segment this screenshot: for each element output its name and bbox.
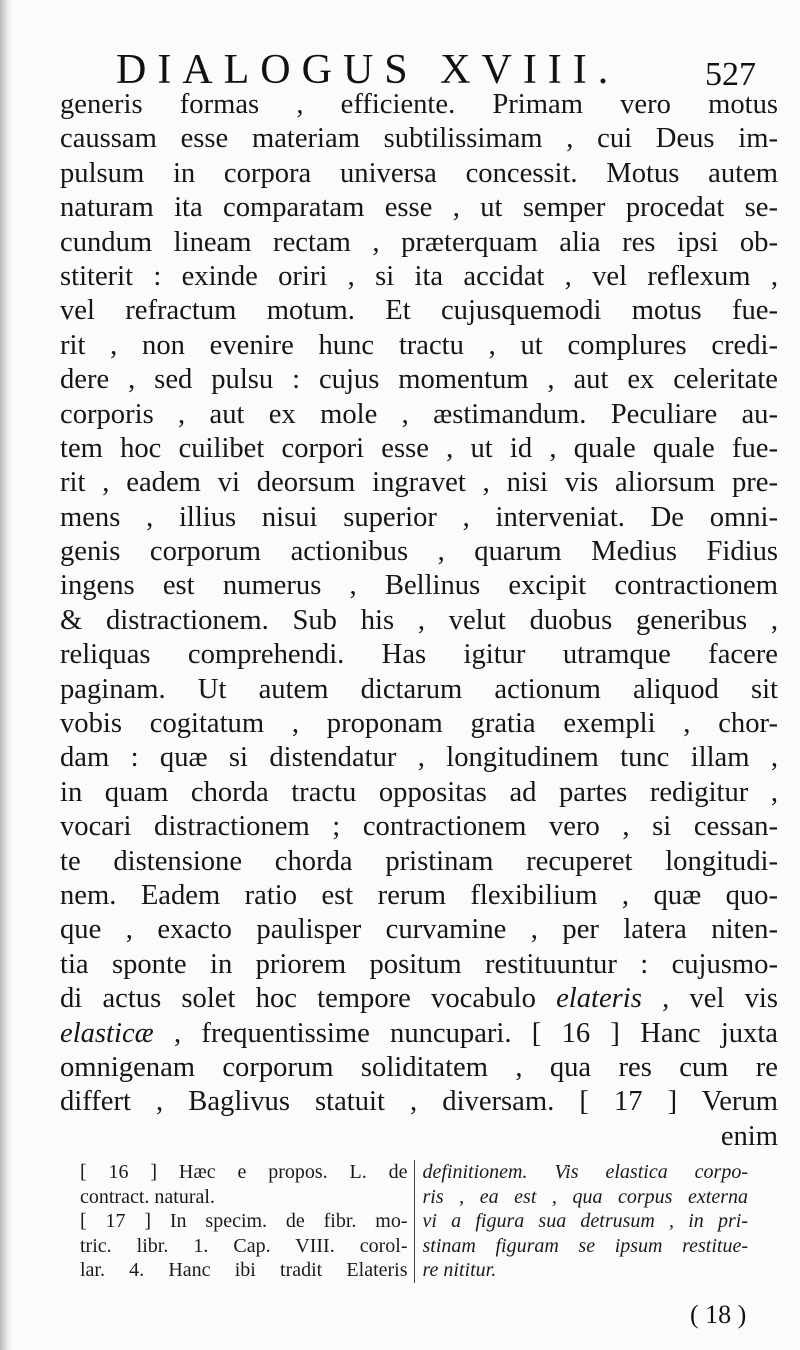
footnote-line: [ 16 ] Hæc e propos. L. de [80, 1161, 408, 1183]
text-line: dere , sed pulsu : cujus momentum , aut ex celeritate [60, 364, 778, 396]
footnote-line: re nititur. [422, 1259, 497, 1281]
text-line: ingens est numerus , Bellinus excipit contractionem [60, 570, 778, 602]
footnote-line: lar. 4. Hanc ibi tradit Elateris [80, 1259, 408, 1281]
text-line: te distensione chorda pristinam recuperet longitudi- [60, 845, 778, 877]
footnotes [80, 1160, 748, 1283]
text-line: paginam. Ut autem dictarum actionum aliquod sit [60, 673, 778, 705]
footnote-line: contract. natural. [80, 1185, 215, 1208]
text-segment: di actus solet hoc tempore vocabulo [60, 983, 536, 1015]
text-segment: , vel vis [662, 983, 778, 1015]
text-line: cundum lineam rectam , præterquam alia res ipsi ob- [60, 226, 778, 258]
text-line: tia sponte in priorem positum restituuntur : cujusmo- [60, 948, 778, 980]
footnotes-right-column [415, 1160, 749, 1283]
page-edge-shadow [0, 0, 14, 1350]
text-line: omnigenam corporum soliditatem , qua res cum re [60, 1051, 778, 1083]
text-line: generis formas , efficiente. Primam vero motus [60, 89, 778, 120]
signature-mark: ( 18 ) [690, 1300, 747, 1329]
footnote-line: tric. libr. 1. Cap. VIII. corol- [80, 1234, 408, 1257]
footnote-line: definitionem. Vis elastica corpo- [422, 1161, 748, 1183]
text-line: vel refractum motum. Et cujusquemodi motus fue- [60, 295, 778, 327]
page-number: 527 [705, 56, 756, 93]
main-text [60, 88, 778, 1154]
text-line: & distractionem. Sub his , velut duobus generibus , [60, 604, 778, 636]
text-line: mens , illius nisui superior , interveniat. De omni- [60, 501, 778, 533]
text-line: naturam ita comparatam esse , ut semper procedat se- [60, 192, 778, 224]
text-line: rit , non evenire hunc tractu , ut complures credi- [60, 329, 778, 361]
text-line: vocari distractionem ; contractionem vero , si cessan- [60, 811, 778, 843]
catchword: enim [720, 1120, 778, 1152]
text-line-mixed [60, 1017, 778, 1051]
footnote-line: vi a figura sua detrusum , in pri- [422, 1210, 748, 1232]
text-line: caussam esse materiam subtilissimam , cui Deus im- [60, 123, 778, 155]
footnote-line: ris , ea est , qua corpus externa [422, 1185, 748, 1208]
text-line: pulsum in corpora universa concessit. Motus autem [60, 157, 778, 189]
footnotes-left-column [80, 1160, 415, 1283]
text-line-mixed [60, 982, 778, 1016]
text-line: stiterit : exinde oriri , si ita accidat , vel reflexum , [60, 260, 778, 292]
footnote-line: [ 17 ] In specim. de fibr. mo- [80, 1210, 408, 1232]
text-line: corporis , aut ex mole , æstimandum. Peculiare au- [60, 398, 778, 430]
text-line: vobis cogitatum , proponam gratia exempli , chor- [60, 708, 778, 740]
italic-term-elateris: elateris [556, 983, 642, 1015]
footnote-line: stinam figuram se ipsum restitue- [422, 1234, 748, 1257]
text-line: genis corporum actionibus , quarum Medius Fidius [60, 536, 778, 568]
text-line: rit , eadem vi deorsum ingravet , nisi vis aliorsum pre- [60, 467, 778, 499]
text-line: dam : quæ si distendatur , longitudinem tunc illam , [60, 742, 778, 774]
text-line: nem. Eadem ratio est rerum flexibilium , quæ quo- [60, 879, 778, 911]
text-line: differt , Baglivus statuit , diversam. [ 17 ] Verum [60, 1086, 778, 1118]
page-header [116, 42, 756, 94]
text-line: in quam chorda tractu oppositas ad partes redigitur , [60, 776, 778, 808]
italic-term-elasticae: elasticæ [60, 1017, 154, 1049]
text-line: reliquas comprehendi. Has igitur utramque facere [60, 639, 778, 671]
text-line: que , exacto paulisper curvamine , per latera niten- [60, 914, 778, 946]
running-title: DIALOGUS XVIII. [116, 47, 620, 93]
text-line: tem hoc cuilibet corpori esse , ut id , quale quale fue- [60, 432, 778, 464]
text-segment: , frequentissime nuncupari. [ 16 ] Hanc juxta [174, 1017, 778, 1049]
